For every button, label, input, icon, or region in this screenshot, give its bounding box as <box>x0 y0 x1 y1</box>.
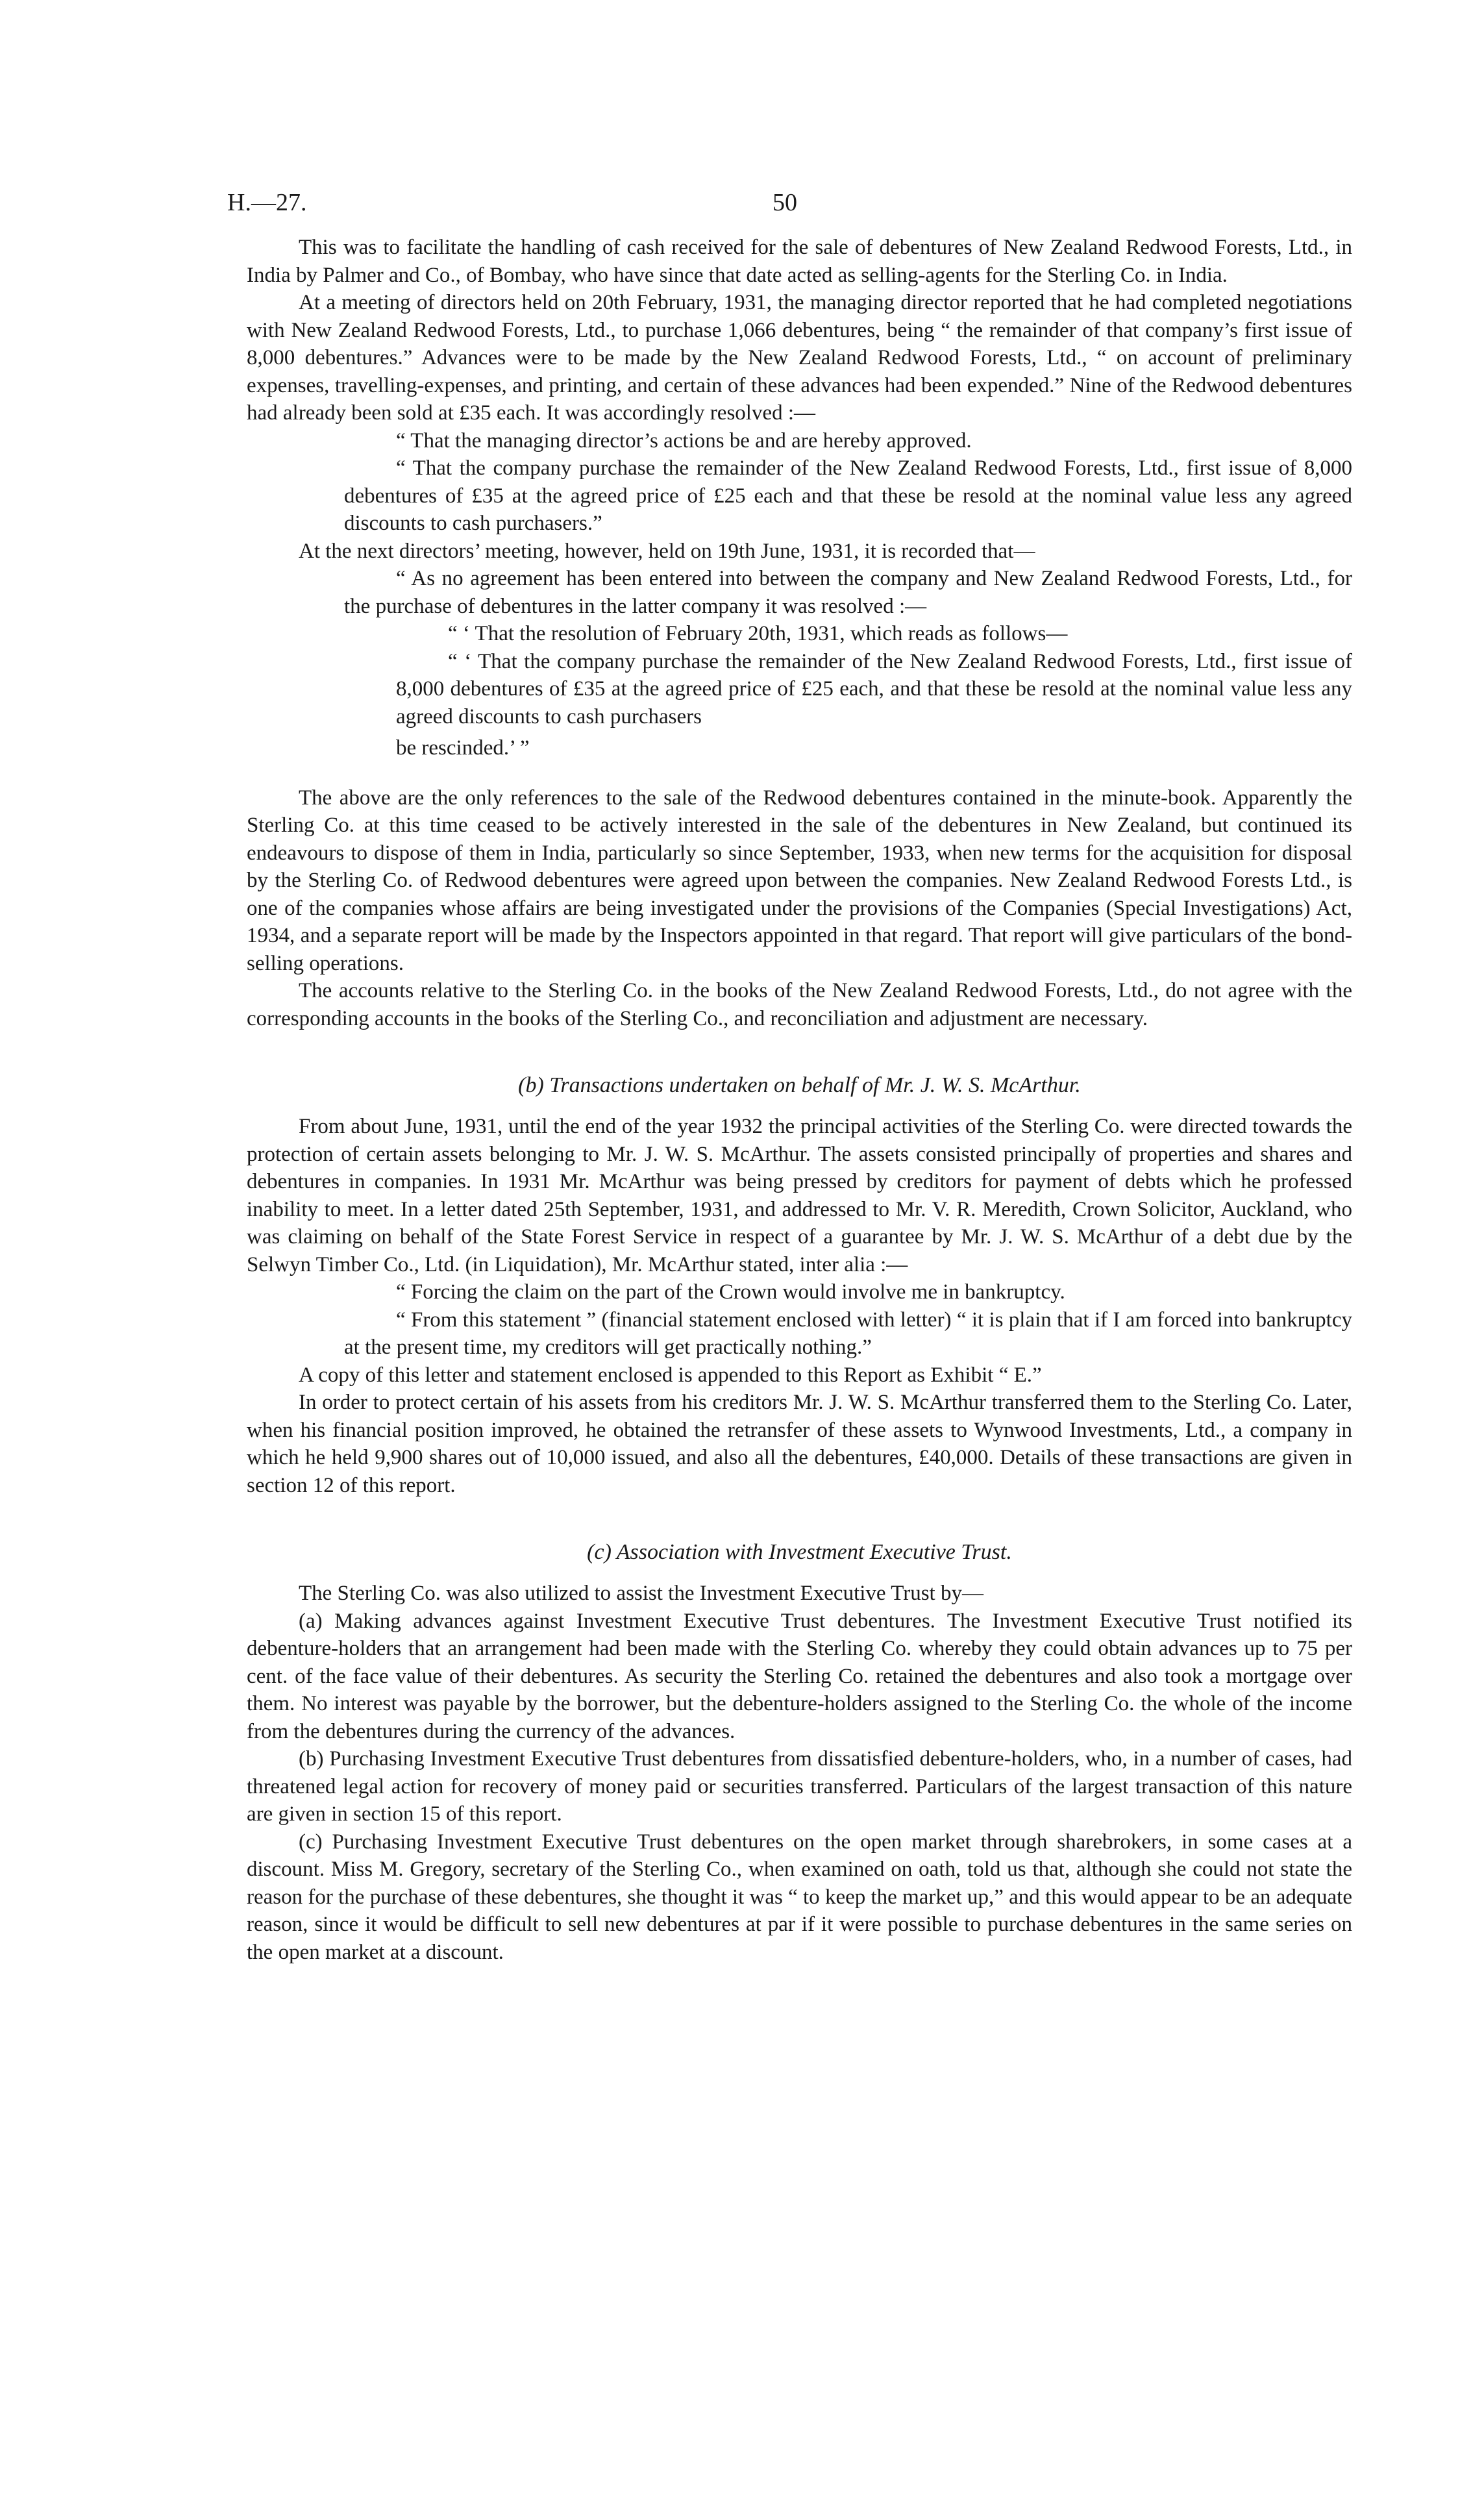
paragraph: At the next directors’ meeting, however, held on 19th June, 1931, it is recorded that— <box>299 539 1035 563</box>
quoted-resolution: “ As no agreement has been entered into between the company and New Zealand Redwood Forests, Ltd., for the purchase of debentures in the latter company it was resolved :— <box>344 567 1352 618</box>
paragraph: This was to facilitate the handling of cash received for the sale of debentures of New Zealand Redwood Forests, Ltd., in India by Palmer and Co., of Bombay, who have since that date acted as selling-agents for the Sterling Co. in India. <box>247 236 1352 287</box>
spacer <box>247 762 1352 784</box>
document-page <box>227 188 1352 1966</box>
paragraph: In order to protect certain of his assets from his creditors Mr. J. W. S. McArthur transferred them to the Sterling Co. Later, when his financial position improved, he obtained the retransfer of these assets to Wynwood Investments, Ltd., a company in which he held 9,900 shares out of 10,000 issued, and also all the debentures, £40,000. Details of these transactions are given in section 12 of this report. <box>247 1391 1352 1497</box>
list-item-c: (c) Purchasing Investment Executive Trust debentures on the open market through sharebrokers, in some cases at a discount. Miss M. Gregory, secretary of the Sterling Co., when examined on oath, told us that, although she could not state the reason for the purchase of these debentures, she thought it was “ to keep the market up,” and this would appear to be an adequate reason, since it would be difficult to sell new debentures at par if it were possible to purchase debentures in the same series on the open market at a discount. <box>247 1830 1352 1964</box>
paragraph: The Sterling Co. was also utilized to assist the Investment Executive Trust by— <box>299 1582 983 1605</box>
nested-quote: “ ‘ That the resolution of February 20th, 1931, which reads as follows— <box>448 622 1068 645</box>
nested-quote: “ ‘ That the company purchase the remainder of the New Zealand Redwood Forests, Ltd., first issue of 8,000 debentures of £35 at the agreed price of £25 each, and that these be resold at the nominal value less any agreed discounts to cash purchasers <box>396 649 1352 728</box>
quoted-resolution: “ That the managing director’s actions be and are hereby approved. <box>396 429 972 453</box>
paragraph: The accounts relative to the Sterling Co. in the books of the New Zealand Redwood Forests, Ltd., do not agree with the corresponding accounts in the books of the Sterling Co., and reconciliation and adjustment are necessary. <box>247 979 1352 1030</box>
list-item-a: (a) Making advances against Investment Executive Trust debentures. The Investment Executive Trust notified its debenture-holders that an arrangement had been made with the Sterling Co. whereby they could obtain advances up to 75 per cent. of the face value of their debentures. As security the Sterling Co. retained the debentures and also took a mortgage over them. No interest was payable by the borrower, but the debenture-holders assigned to the Sterling Co. the whole of the income from the debentures during the currency of the advances. <box>247 1609 1352 1743</box>
page-number: 50 <box>773 189 797 216</box>
paragraph: The above are the only references to the sale of the Redwood debentures contained in the minute-book. Apparently the Sterling Co. at this time ceased to be actively interested in the sale of the debentures in New Zealand, but continued its endeavours to dispose of them in India, particularly so since September, 1933, when new terms for the acquisition for disposal by the Sterling Co. of Redwood debentures were agreed upon between the companies. New Zealand Redwood Forests Ltd., is one of the companies whose affairs are being investigated under the provisions of the Companies (Special Investigations) Act, 1934, and a separate report will be made by the Inspectors appointed in that regard. That report will give particulars of the bond-selling operations. <box>247 786 1352 975</box>
quoted-letter: “ Forcing the claim on the part of the Crown would involve me in bankruptcy. <box>396 1280 1065 1304</box>
quoted-letter: “ From this statement ” (financial statement enclosed with letter) “ it is plain that if I am forced into bankruptcy at the present time, my creditors will get practically nothing.” <box>344 1308 1352 1359</box>
paragraph: A copy of this letter and statement enclosed is appended to this Report as Exhibit “ E.” <box>299 1363 1042 1387</box>
quoted-resolution: “ That the company purchase the remainder of the New Zealand Redwood Forests, Ltd., first issue of 8,000 debentures of £35 at the agreed price of £25 each and that these be resold at the nominal value less any agreed discounts to cash purchasers.” <box>344 456 1352 535</box>
nested-quote-tail: be rescinded.’ ” <box>396 736 530 760</box>
list-item-b: (b) Purchasing Investment Executive Trust debentures from dissatisfied debenture-holders, who, in a number of cases, had threatened legal action for recovery of money paid or securities transferred. Particulars of the largest transaction of this nature are given in section 15 of this report. <box>247 1747 1352 1826</box>
document-reference: H.—27. <box>227 189 307 216</box>
section-heading-b: (b) Transactions undertaken on behalf of Mr. J. W. S. McArthur. <box>518 1073 1081 1097</box>
section-heading-c: (c) Association with Investment Executive Trust. <box>587 1540 1012 1564</box>
paragraph: From about June, 1931, until the end of the year 1932 the principal activities of the Sterling Co. were directed towards the protection of certain assets belonging to Mr. J. W. S. McArthur. The assets consisted principally of properties and shares and debentures in companies. In 1931 Mr. McArthur was being pressed by creditors for payment of debts which he professed inability to meet. In a letter dated 25th September, 1931, and addressed to Mr. V. R. Meredith, Crown Solicitor, Auckland, who was claiming on behalf of the State Forest Service in respect of a guarantee by Mr. J. W. S. McArthur of a debt due by the Selwyn Timber Co., Ltd. (in Liquidation), Mr. McArthur stated, inter alia :— <box>247 1115 1352 1276</box>
running-header <box>227 188 1352 234</box>
paragraph: At a meeting of directors held on 20th February, 1931, the managing director reported that he had completed negotiations with New Zealand Redwood Forests, Ltd., to purchase 1,066 debentures, being “ the remainder of that company’s first issue of 8,000 debentures.” Advances were to be made by the New Zealand Redwood Forests, Ltd., “ on account of preliminary expenses, travelling-expenses, and printing, and certain of these advances had been expended.” Nine of the Redwood debentures had already been sold at £35 each. It was accordingly resolved :— <box>247 291 1352 425</box>
